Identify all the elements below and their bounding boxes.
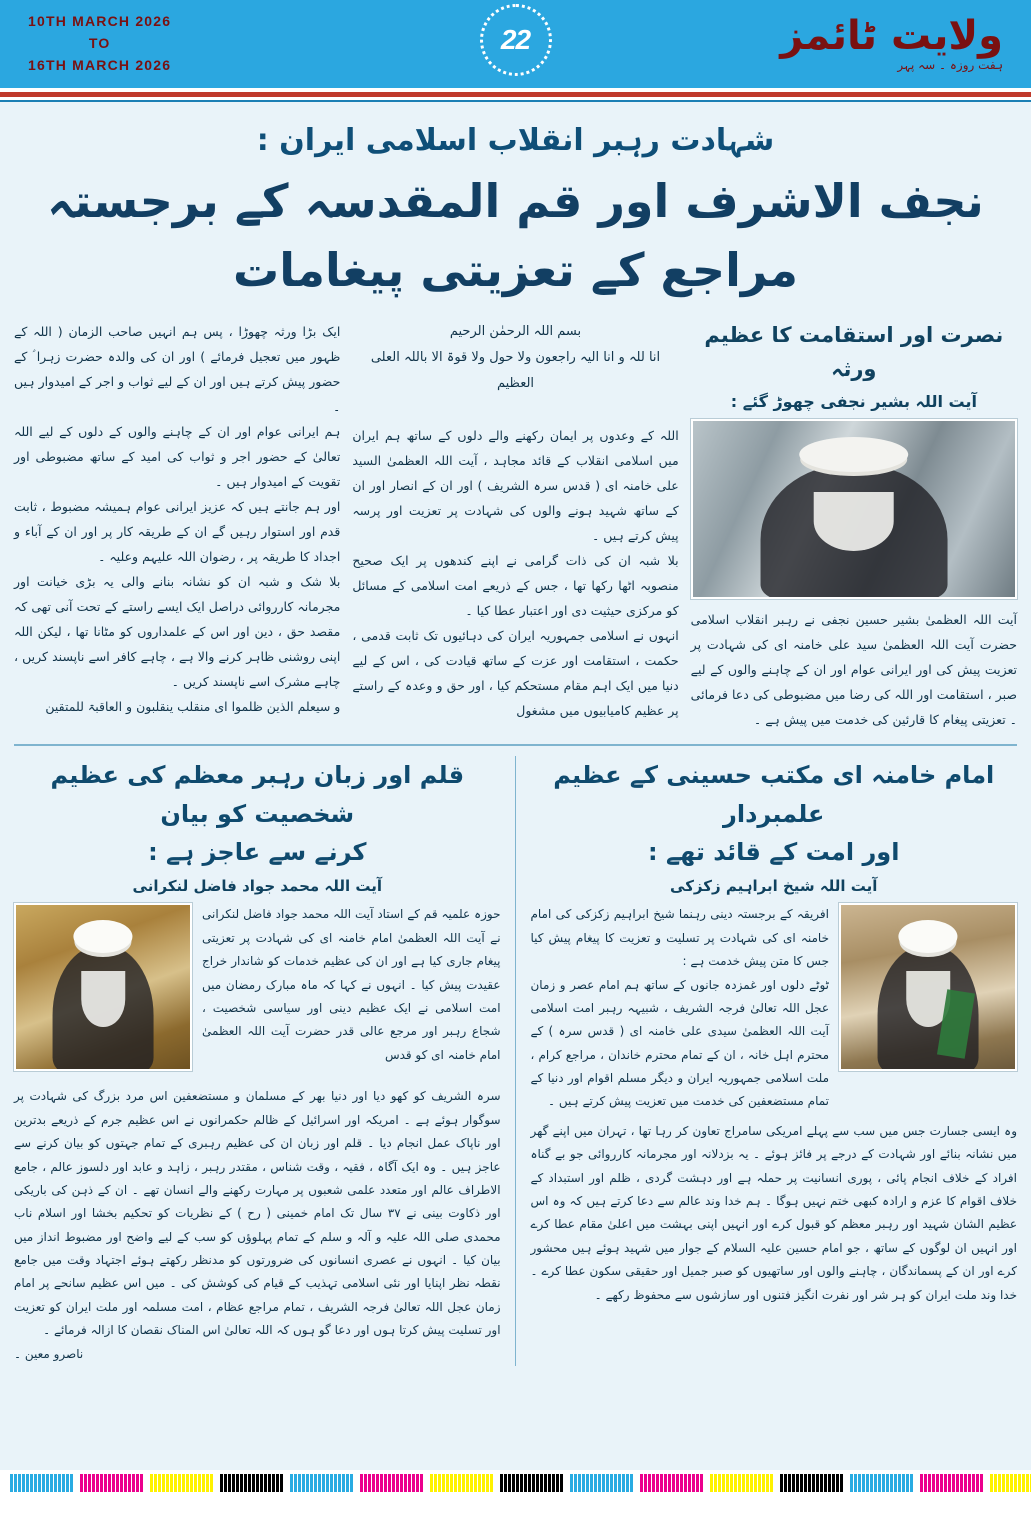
color-bar-group bbox=[850, 1474, 914, 1492]
color-bar-group bbox=[150, 1474, 214, 1492]
top-column-middle bbox=[352, 319, 678, 732]
main-headline-block bbox=[14, 118, 1017, 305]
top-left-para-2: ہم ایرانی عوام اور ان کے چاہنے والوں کے دلوں کے لیے اللہ تعالیٰ کے حضور اجر و ثواب کی امید کے ساتھ مضبوطی اور تقویت کے امیدوار ہیں ۔ bbox=[14, 424, 341, 489]
color-bar-group bbox=[430, 1474, 494, 1492]
top-mid-para-3: انہوں نے اسلامی جمہوریہ ایران کی دہائیوں تک ثابت قدمی ، حکمت ، استقامت اور عزت کے ساتھ قیادت کی ، اس کے لیے دنیا میں ایک اہم مقام مستحکم کیا ، اور حق و وعدہ کے راستے پر عظیم کامیابیوں میں مشغول bbox=[352, 628, 679, 718]
bottom-right-para-1: افریقہ کے برجستہ دینی رہنما شیخ ابراہیم زکزکی کی امام خامنہ ای کی شہادت پر تسلیت و تعزیت کا پیغام پیش کیا جس کا متن پیش خدمت ہے : bbox=[530, 907, 829, 969]
photo-ayatollah-javad-fazel-lankarani bbox=[14, 903, 192, 1071]
top-article bbox=[14, 315, 1017, 732]
masthead bbox=[0, 0, 1031, 88]
bottom-right-para-2: ٹوٹے دلوں اور غمزدہ جانوں کے ساتھ ہم امام عصر و زمان عجل اللہ تعالیٰ فرجہ الشریف ، شبیہہ رہبر امت اسلامی آیت اللہ العظمیٰ سیدی علی خامنہ ای ( قدس سرہ ) کے محترم اہل خانہ ، ان کے تمام محترم خاندان ، مراجع کرام ، ملت اسلامی جمہوریہ ایران و دیگر مسلم اقوام اور دنیا کے تمام مستضعفین کی خدمت میں تعزیت پیش کرتے ہیں ۔ bbox=[530, 977, 829, 1109]
print-registration-bars bbox=[0, 1470, 1031, 1496]
top-right-text: آیت اللہ العظمیٰ بشیر حسین نجفی نے رہبر انقلاب اسلامی حضرت آیت اللہ العظمیٰ سید علی خامنہ ای کی شہادت پر تعزیت پیش کی اور ایرانی عوام اور ان کے چاہنے والوں کے لیے صبر ، استقامت اور اللہ کی رضا میں مضبوطی کی دعا فرمائی ۔ تعزیتی پیغام کا قارئین کی خدمت میں پیش ہے ۔ bbox=[690, 612, 1017, 728]
color-bar-group bbox=[10, 1474, 74, 1492]
top-left-para-4: بلا شک و شبہ ان کو نشانہ بنانے والی یہ بڑی خیانت اور مجرمانہ کارروائی دراصل ایک ایسے راستے کے تحت آنی تھی کہ مقصد حق ، دین اور اس کے علمداروں کو مٹانا تھا ، لیکن اللہ اپنی روشنی ظاہر کرنے والا ہے ، چاہے کافر اسے ناپسند کریں ، چاہے مشرک اسے ناپسند کریں ۔ bbox=[14, 574, 341, 689]
brand-title: ولایت ٹائمز bbox=[780, 13, 1003, 59]
color-bar-group bbox=[780, 1474, 844, 1492]
inna-lillah-line: انا للہ و انا الیہ راجعون ولا حول ولا قوۃ الا باللہ العلی العظیم bbox=[370, 350, 661, 391]
photo-beard-shape bbox=[81, 971, 125, 1027]
date-to: 16TH MARCH 2026 bbox=[28, 56, 172, 73]
bottom-right-headline-1: امام خامنہ ای مکتب حسینی کے عظیم علمبردار bbox=[553, 761, 995, 828]
issue-date-block bbox=[28, 11, 171, 76]
bottom-article-right bbox=[530, 756, 1017, 1366]
bottom-right-flow bbox=[530, 903, 1017, 1114]
date-from: 10TH MARCH 2026 bbox=[28, 13, 172, 30]
vertical-divider bbox=[515, 756, 517, 1366]
top-byline bbox=[691, 392, 1017, 411]
top-column-left bbox=[14, 319, 340, 732]
color-bar-group bbox=[220, 1474, 284, 1492]
color-bar-group bbox=[500, 1474, 564, 1492]
bottom-articles bbox=[14, 756, 1017, 1366]
color-bar-segment bbox=[10, 1474, 1031, 1492]
photo-sheikh-ibrahim-zakzaky bbox=[839, 903, 1017, 1071]
section-divider bbox=[14, 744, 1017, 746]
color-bar-group bbox=[360, 1474, 424, 1492]
newspaper-logo bbox=[780, 13, 1003, 72]
color-bar-group bbox=[920, 1474, 984, 1492]
bottom-left-body: سرہ الشریف کو کھو دیا اور دنیا بھر کے مسلمان و مستضعفین اس مرد بزرگ کی شہادت پر سوگوار ہوئے ہے ۔ امریکہ اور اسرائیل کے ظالم حکمرانوں نے اس عظیم جرم کے ذریعے بدترین اور ناپاک عمل انجام دیا ۔ قلم اور زبان ان کی عظیم رہبری کے تمام جہتوں کو بیان کرنے سے عاجز ہیں ۔ وہ ایک آگاہ ، فقیہ ، وقت شناس ، مقتدر رہبر ، زاہد و عابد اور دلسوز عالم ، جامع الاطراف عالم اور متعدد علمی شعبوں پر مہارت رکھنے والے انسان تھے ۔ ان کے ذہن کی باریکی اور ذکاوت بینی نے ۳۷ سال تک امام خمینی ( رح ) کے نظریات کو تحکیم بخشا اور اسلام ناب محمدی صلی اللہ علیہ و آلہ و سلم کے تمام پہلوؤں کو سب کے لیے واضح اور مضبوط انداز میں بیان کیا ۔ انہوں نے عصری انسانوں کی ضرورتوں کو مدنظر رکھتے ہوئے اجتہاد وقت میں جامع نقطہ نظر اپنایا اور نئی اسلامی تہذیب کے قیام کی کوشش کی ۔ میں اس عظیم سانحے پر امام زمان عجل اللہ تعالیٰ فرجہ الشریف ، تمام مراجع عظام ، امت مسلمہ اور ملت ایران کو تعزیت اور تسلیت پیش کرتا ہوں اور دعا گو ہوں کہ اللہ تعالیٰ اس المناک نقصان کا ازالہ فرمائے ۔ bbox=[14, 1089, 501, 1338]
photo-turban-shape bbox=[898, 920, 957, 953]
bottom-right-intro-text bbox=[530, 903, 829, 1114]
page-content bbox=[0, 100, 1031, 1470]
photo-turban-shape bbox=[799, 437, 909, 472]
bottom-right-byline: آیت اللہ شیخ ابراہیم زکزکی bbox=[670, 877, 878, 896]
headline-main: نجف الاشرف اور قم المقدسہ کے برجستہ مراجع کے تعزیتی پیغامات bbox=[47, 174, 984, 297]
color-bar-group bbox=[80, 1474, 144, 1492]
top-subheadline: نصرت اور استقامت کا عظیم ورثہ bbox=[704, 323, 1004, 381]
bottom-left-flow bbox=[14, 903, 501, 1079]
photo-turban-shape bbox=[73, 920, 132, 953]
top-byline-name: آیت اللہ بشیر نجفی bbox=[820, 392, 977, 412]
date-to-label: TO bbox=[88, 35, 111, 52]
top-left-para-5: و سیعلم الذین ظلموا ای منقلب ینقلبون و العاقبۃ للمتقین bbox=[45, 699, 341, 714]
top-mid-para-1: اللہ کے وعدوں پر ایمان رکھنے والے دلوں کے ساتھ ہم ایران میں اسلامی انقلاب کے قائد مجاہد ، آیت اللہ العظمیٰ السید علی خامنہ ای ( قدس سرہ الشریف ) اور ان کے انصار اور ان کے ساتھ شہید ہونے والوں کی شہادت پر تعزیت اور پرسہ پیش کرتے ہیں ۔ bbox=[352, 428, 679, 543]
bottom-left-signoff: ناصرو معین ۔ bbox=[14, 1346, 84, 1361]
headline-kicker: شہادت رہبر انقلاب اسلامی ایران : bbox=[256, 123, 775, 158]
bottom-left-byline: آیت اللہ محمد جواد فاضل لنکرانی bbox=[132, 877, 382, 896]
bottom-left-intro-text bbox=[202, 903, 501, 1079]
bottom-article-left bbox=[14, 756, 501, 1366]
page-number: 22 bbox=[500, 24, 531, 55]
color-bar-group bbox=[570, 1474, 634, 1492]
bottom-left-para-1: حوزہ علمیہ قم کے استاد آیت اللہ محمد جواد فاضل لنکرانی نے آیت اللہ العظمیٰ امام خامنہ ای کی شہادت پر تعزیتی پیغام جاری کیا ہے اور ان کی عظیم خدمات کو شاندار خراج عقیدت پیش کیا ۔ انہوں نے کہا کہ ماہ مبارک رمضان میں امت اسلامی نے ایک عظیم دینی اور سیاسی شخصیت ، شجاع رہبر اور مرجع عالی قدر حضرت آیت اللہ العظمیٰ امام خامنہ ای کو قدس bbox=[202, 907, 501, 1062]
color-bar-group bbox=[640, 1474, 704, 1492]
bottom-left-headline-1: قلم اور زبان رہبر معظم کی عظیم شخصیت کو بیان bbox=[50, 761, 465, 828]
top-mid-para-2: بلا شبہ ان کی ذات گرامی نے اپنے کندھوں پر ایک صحیح منصوبہ اٹھا رکھا تھا ، جس کے ذریعے امت اسلامی کے مسائل کو مرکزی حیثیت دی اور اعتبار عطا کیا ۔ bbox=[352, 553, 679, 618]
top-left-para-1: ایک بڑا ورثہ چھوڑا ، پس ہم انہیں صاحب الزمان ( اللہ کے ظہور میں تعجیل فرمائے ) اور ان کی والدہ حضرت زہرا ؑ کے حضور پیش کرتے ہیں اور ان کے لیے ثواب و اجر کے امیدوار ہیں ۔ bbox=[14, 324, 341, 414]
color-bar-group bbox=[290, 1474, 354, 1492]
color-bar-group bbox=[990, 1474, 1031, 1492]
bottom-right-body: وہ ایسی جسارت جس میں سب سے پہلے امریکی سامراج تعاون کر رہا تھا ، تہران میں اپنے گھر میں نشانہ بنائے اور شہادت کے درجے پر فائز ہوئے ۔ یہ بزدلانہ اور مجرمانہ کارروائی جو بے گناہ افراد کے خلاف انجام پائی ، پوری انسانیت پر حملہ ہے اور دہشت گردی ، ظلم اور استبداد کے خلاف اقوام کا عزم و ارادہ کبھی ختم نہیں ہوگا ۔ ہم خدا وند عالم سے دعا کرتے ہیں کہ وہ اس عظیم الشان شہید اور رہبر معظم کو قبول کرے اور انہیں اپنی بہشت میں اعلیٰ مقام عطا کرے اور انہیں ان لوگوں کے ساتھ ، جو امام حسین علیہ السلام کے جوار میں شہید ہوئے ہیں محشور کرے اور ان کے پسماندگان ، چاہنے والوں اور ساتھیوں کو صبر جمیل اور حقیقی سکون عطا کرے ۔ خدا وند ملت ایران کو ہر شر اور نفرت انگیز فتنوں اور سازشوں سے محفوظ رکھے ۔ bbox=[530, 1123, 1017, 1302]
bottom-left-headline-2: کرنے سے عاجز ہے : bbox=[148, 837, 367, 866]
bottom-right-headline-2 bbox=[530, 833, 1017, 871]
bismillah-line: بسم اللہ الرحمٰن الرحیم bbox=[449, 324, 582, 339]
photo-beard-shape bbox=[814, 492, 895, 552]
brand-subtitle: ہفت روزہ ۔ سہ پہر bbox=[897, 58, 1003, 72]
top-byline-label: چھوڑ گئے : bbox=[730, 392, 815, 412]
photo-ayatollah-bashir-najafi bbox=[691, 419, 1017, 599]
page-number-badge bbox=[480, 4, 552, 76]
bottom-right-headline-2-text: اور امت کے قائد تھے : bbox=[648, 837, 900, 866]
top-left-para-3: اور ہم جانتے ہیں کہ عزیز ایرانی عوام ہمیشہ مضبوط ، ثابت قدم اور استوار رہیں گے ان کے طریقہ کار پر اور ان کے آباء و اجداد کا طریقہ پر ، رضوان اللہ علیہم وعلیہ ۔ bbox=[14, 499, 341, 564]
color-bar-group bbox=[710, 1474, 774, 1492]
top-column-right bbox=[691, 319, 1017, 732]
